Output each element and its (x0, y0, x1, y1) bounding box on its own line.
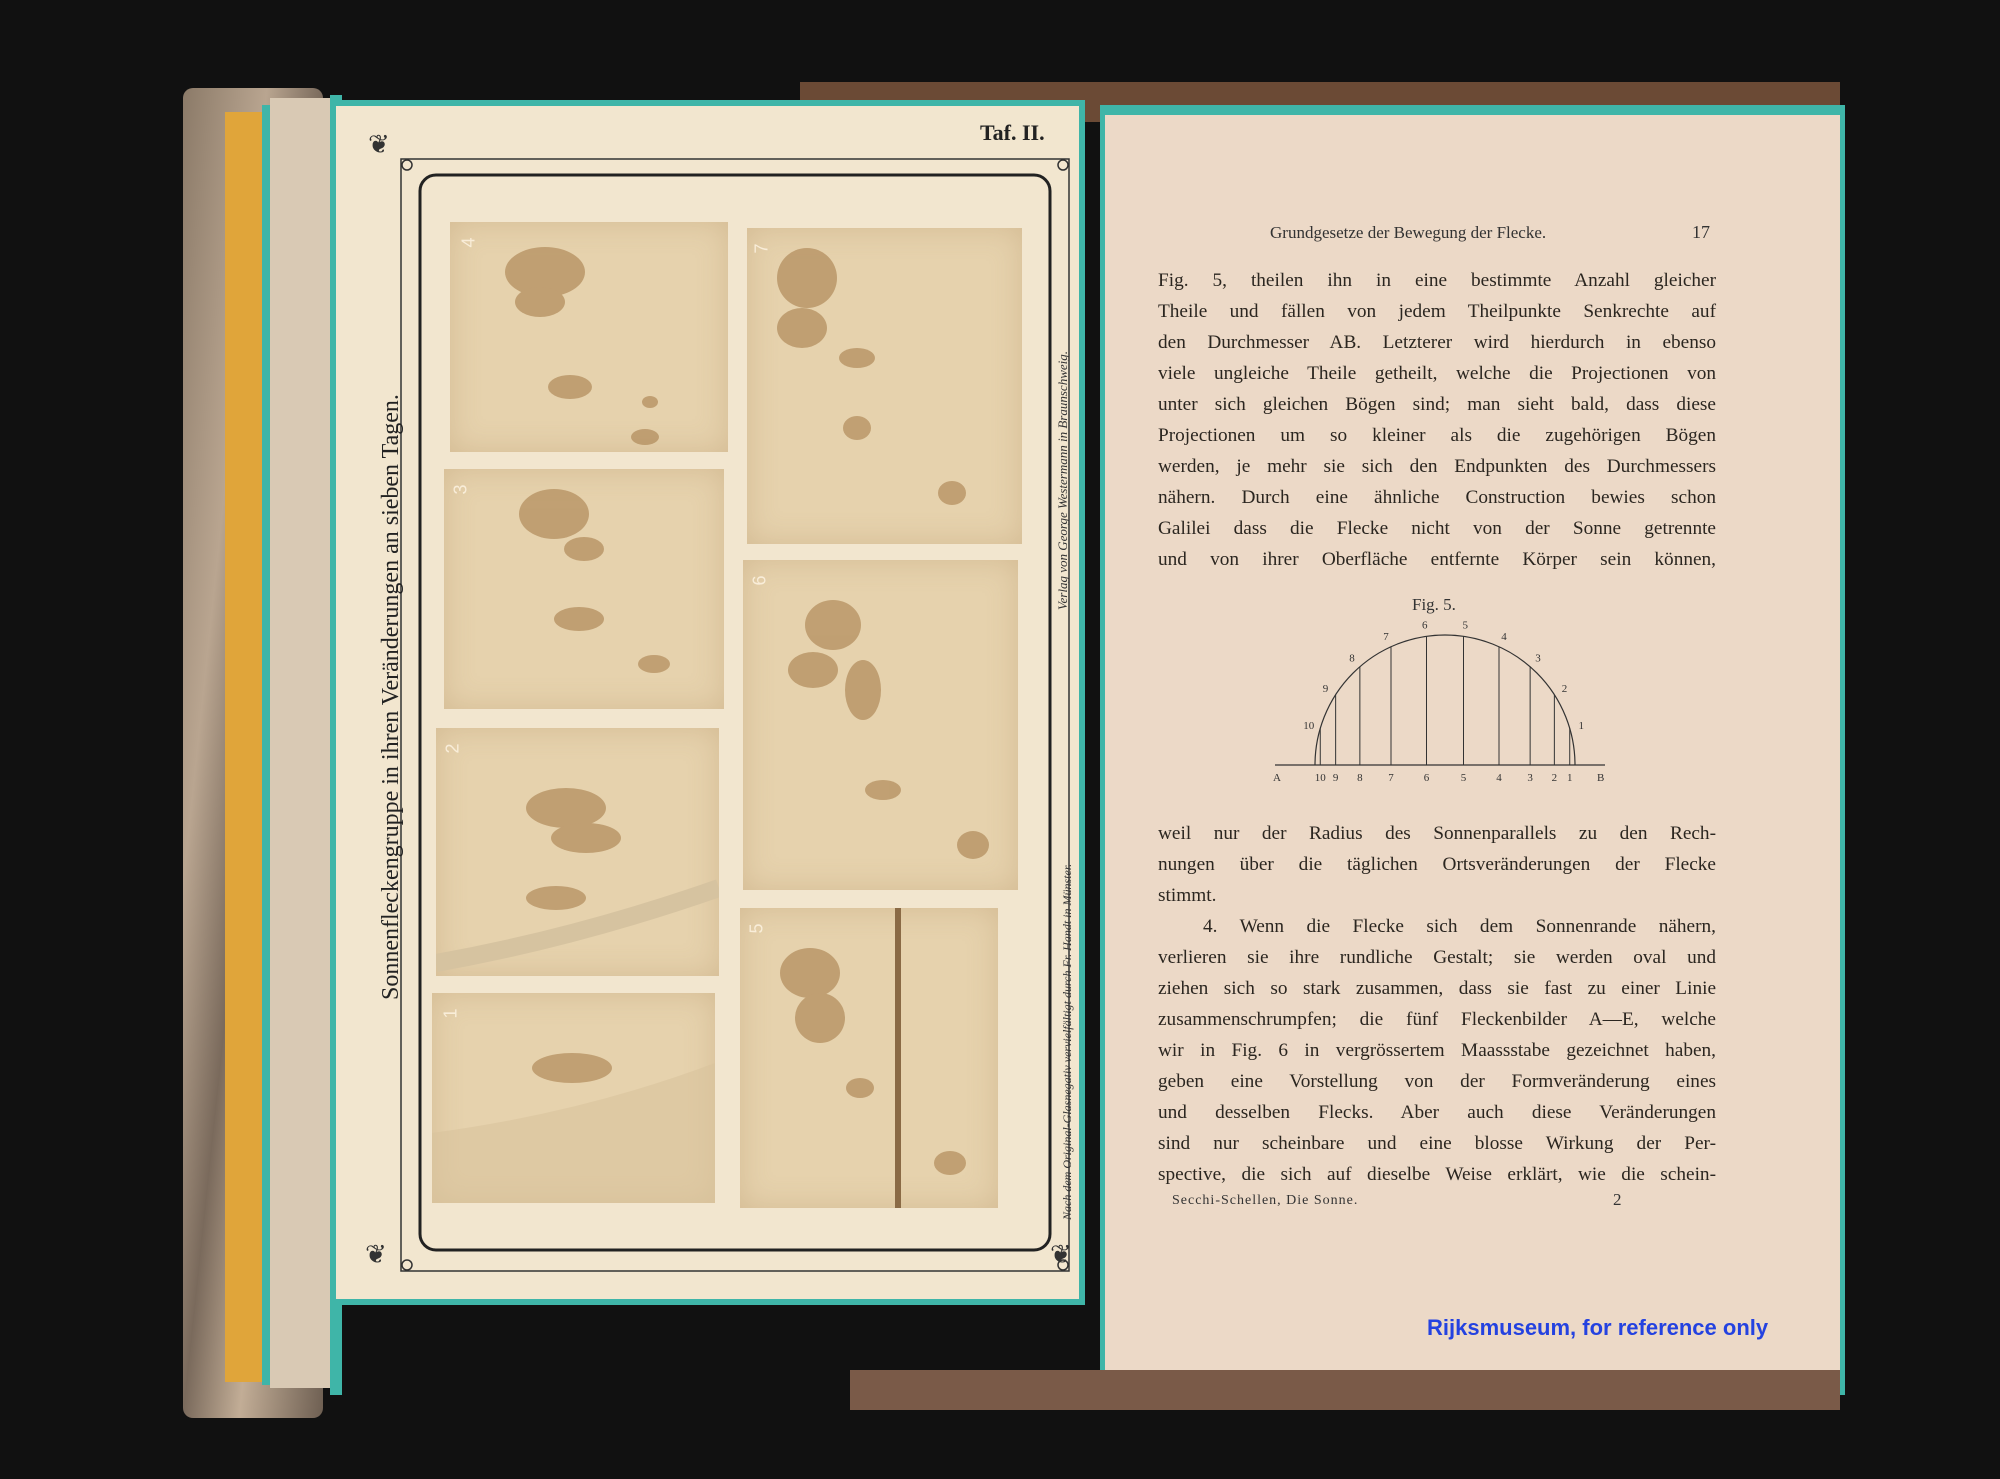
photo-number: 3 (450, 484, 471, 495)
sunspot-drawing (450, 222, 728, 452)
sunspot-photo (444, 469, 724, 709)
photo-number: 1 (440, 1008, 461, 1019)
plate-vertical-title: Sonnenfleckengruppe in ihren Veränderungen an sieben Tagen. (378, 394, 404, 1000)
figure-caption: Fig. 5. (1412, 595, 1456, 614)
base-label: 6 (1423, 772, 1430, 784)
sunspot-photo (747, 228, 1022, 544)
text-line: nungen über die täglichen Ortsveränderungen der Flecke (1158, 854, 1716, 875)
ornament-icon: ❦ (1050, 1240, 1072, 1269)
paragraph (1158, 818, 1716, 911)
arc-label: 3 (1535, 652, 1541, 665)
sunspot-drawing (436, 728, 719, 976)
text-line: und desselben Flecks. Aber auch diese Veränderungen (1158, 1102, 1716, 1123)
text-line: unter sich gleichen Bögen sind; man sieht bald, dass diese (1158, 394, 1716, 415)
base-label: 4 (1496, 772, 1502, 784)
sunspot-photo (740, 908, 998, 1208)
arc-label: 10 (1303, 719, 1315, 732)
base-label: 9 (1332, 772, 1339, 784)
arc-label: 6 (1422, 620, 1428, 632)
photo-number: 2 (442, 743, 463, 754)
text-line: geben eine Vorstellung von der Formveränderung eines (1158, 1071, 1716, 1092)
ornament-icon: ❦ (365, 1240, 387, 1269)
text-line: Galilei dass die Flecke nicht von der Sonne getrennte (1158, 518, 1716, 539)
base-label: 8 (1357, 772, 1363, 784)
text-line: weil nur der Radius des Sonnenparallels zu den Rech- (1158, 823, 1716, 844)
arc-label: 8 (1349, 652, 1355, 665)
text-line: viele ungleiche Theile getheilt, welche die Projectionen von (1158, 363, 1716, 384)
sunspot-photo (743, 560, 1018, 890)
arc-label: 4 (1501, 630, 1507, 643)
text-line: wir in Fig. 6 in vergrössertem Maassstabe gezeichnet haben, (1158, 1040, 1716, 1061)
text-line: werden, je mehr sie sich den Endpunkten des Durchmessers (1158, 456, 1716, 477)
plate-label: Taf. II. (980, 120, 1045, 145)
arc-label: 7 (1383, 630, 1389, 643)
sunspot-photo (450, 222, 728, 452)
photo-number: 6 (749, 575, 770, 586)
text-line: nähern. Durch eine ähnliche Construction bewies schon (1158, 487, 1716, 508)
text-line: zusammenschrumpfen; die fünf Fleckenbilder A—E, welche (1158, 1009, 1716, 1030)
text-line: 4. Wenn die Flecke sich dem Sonnenrande nähern, (1203, 916, 1716, 937)
base-label: 1 (1566, 772, 1573, 784)
base-label: 2 (1551, 772, 1558, 784)
page-number: 17 (1692, 222, 1710, 242)
arc-label: 5 (1462, 620, 1468, 632)
sunspot-drawing (743, 560, 1018, 890)
base-label: 10 (1314, 772, 1326, 784)
plate-reproduction-note: Nach dem Original-Glasnegativ vervielfältigt durch Fr. Handt in Münster. (1060, 863, 1074, 1220)
text-line: den Durchmesser AB. Letzterer wird hierdurch in ebenso (1158, 332, 1716, 353)
text-line: verlieren sie ihre rundliche Gestalt; sie werden oval und (1158, 947, 1716, 968)
paragraph (1158, 911, 1716, 1190)
sunspot-photo (436, 728, 719, 976)
text-line: spective, die sich auf dieselbe Weise erklärt, wie die schein- (1158, 1164, 1716, 1185)
paragraph (1158, 265, 1716, 575)
endpoint-label: B (1597, 772, 1605, 784)
text-line: ziehen sich so stark zusammen, dass sie fast zu einer Linie (1158, 978, 1716, 999)
sunspot-drawing (432, 993, 715, 1203)
endpoint-label: A (1273, 772, 1281, 784)
photo-number: 5 (746, 923, 767, 934)
sunspot-photo (432, 993, 715, 1203)
photo-number: 7 (751, 243, 772, 254)
sunspot-drawing (747, 228, 1022, 544)
semicircle-figure (1255, 620, 1625, 790)
sunspot-drawing (740, 908, 998, 1208)
arc-label: 2 (1561, 683, 1568, 696)
footer-signature: Secchi-Schellen, Die Sonne. (1172, 1193, 1359, 1208)
text-line: und von ihrer Oberfläche entfernte Körper sein können, (1158, 549, 1716, 570)
watermark: Rijksmuseum, for reference only (1427, 1315, 1769, 1340)
arc-label: 9 (1322, 683, 1329, 696)
text-line: sind nur scheinbare und eine blosse Wirkung der Per- (1158, 1133, 1716, 1154)
sunspot-drawing (444, 469, 724, 709)
ornament-icon: ❦ (368, 130, 390, 159)
arc-label: 1 (1578, 719, 1584, 732)
text-line: Projectionen um so kleiner als die zugehörigen Bögen (1158, 425, 1716, 446)
base-label: 5 (1460, 772, 1467, 784)
base-label: 3 (1527, 772, 1533, 784)
plate-publisher-note: Verlag von George Westermann in Braunschweig. (1055, 350, 1070, 610)
running-head: Grundgesetze der Bewegung der Flecke. (1270, 223, 1547, 242)
footer-sheet-number: 2 (1613, 1190, 1622, 1209)
photo-number: 4 (458, 237, 479, 248)
base-label: 7 (1388, 772, 1394, 784)
text-line: stimmt. (1158, 885, 1217, 906)
text-line: Fig. 5, theilen ihn in eine bestimmte Anzahl gleicher (1158, 270, 1716, 291)
text-line: Theile und fällen von jedem Theilpunkte Senkrechte auf (1158, 301, 1716, 322)
